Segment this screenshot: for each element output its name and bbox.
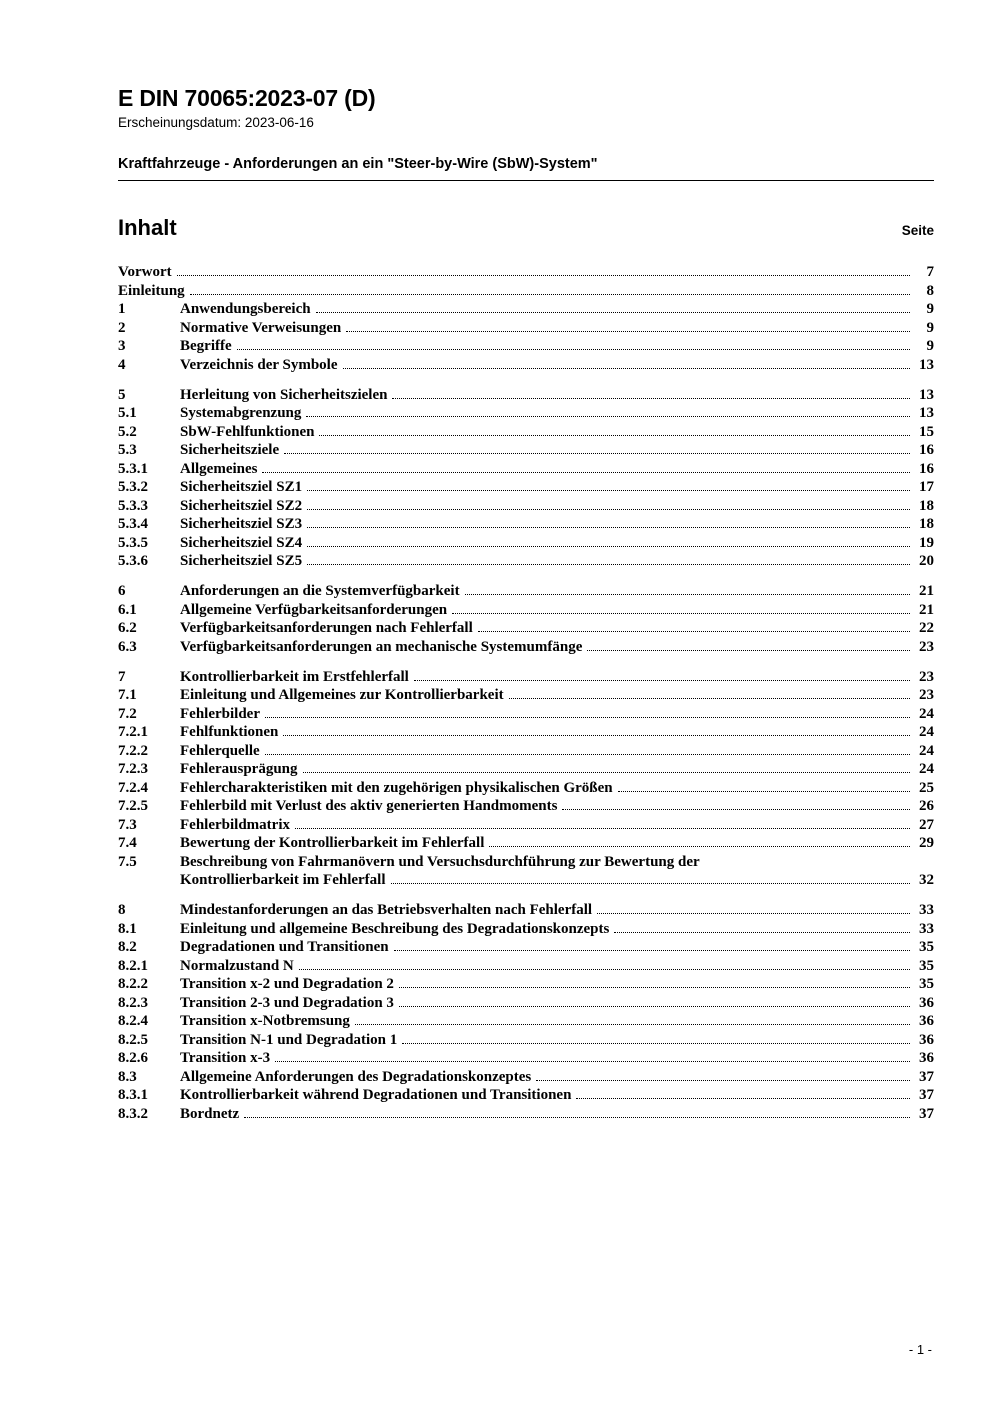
toc-entry-number: 8.3 [118, 1068, 137, 1085]
toc-entry-label: Sicherheitsziel SZ3 [180, 516, 303, 533]
toc-entry-page: 9 [926, 301, 934, 318]
toc-entry[interactable] [118, 1014, 934, 1029]
toc-entry-page: 26 [919, 798, 934, 815]
toc-leader-dots [509, 691, 910, 699]
toc-leader-dots [307, 557, 910, 565]
toc-entry-page: 13 [919, 405, 934, 422]
toc-entry[interactable] [118, 670, 934, 685]
toc-entry-page: 24 [919, 724, 934, 741]
toc-entry-page: 32 [919, 872, 934, 889]
toc-entry-number: 8.2.5 [118, 1031, 148, 1048]
toc-leader-dots [190, 287, 910, 295]
toc-leader-dots [399, 999, 910, 1007]
toc-entry-page: 36 [919, 1013, 934, 1030]
toc-entry-page: 37 [919, 1105, 934, 1122]
toc-entry[interactable] [118, 744, 934, 759]
toc-entry-number: 8 [118, 902, 126, 919]
toc-entry-number: 7.4 [118, 835, 137, 852]
toc-entry[interactable] [118, 959, 934, 974]
toc-leader-dots [452, 606, 910, 614]
toc-entry-number: 7.2.1 [118, 724, 148, 741]
toc-entry[interactable] [118, 1033, 934, 1048]
toc-leader-dots [275, 1054, 910, 1062]
table-of-contents [118, 265, 934, 1122]
toc-leader-dots [265, 710, 910, 718]
toc-entry[interactable] [118, 302, 934, 317]
toc-entry-page: 17 [919, 479, 934, 496]
toc-entry-page: 9 [926, 319, 934, 336]
toc-entry-page: 33 [919, 902, 934, 919]
toc-entry-number: 8.2.4 [118, 1013, 148, 1030]
toc-entry[interactable] [118, 406, 934, 421]
toc-leader-dots [346, 324, 910, 332]
toc-entry[interactable] [118, 781, 934, 796]
toc-entry-page: 21 [919, 601, 934, 618]
toc-entry-label: Kontrollierbarkeit während Degradationen und Transitionen [180, 1087, 572, 1104]
toc-entry-label: Verzeichnis der Symbole [180, 356, 338, 373]
toc-entry-label: Systemabgrenzung [180, 405, 302, 422]
toc-entry[interactable] [118, 818, 934, 833]
toc-entry-label: Sicherheitsziele [180, 442, 280, 459]
toc-entry-number: 7.2.3 [118, 761, 148, 778]
toc-entry-label: Sicherheitsziel SZ2 [180, 497, 303, 514]
toc-entry[interactable] [118, 1070, 934, 1085]
toc-leader-dots [465, 587, 910, 595]
toc-entry-label: Vorwort [118, 264, 172, 281]
toc-entry[interactable] [118, 725, 934, 740]
toc-leader-dots [614, 925, 910, 933]
toc-entry-label: Transition x-3 [180, 1050, 271, 1067]
toc-entry-page: 19 [919, 534, 934, 551]
toc-entry-number: 8.2 [118, 939, 137, 956]
toc-entry[interactable] [118, 836, 934, 851]
toc-leader-dots [303, 765, 910, 773]
toc-entry-label: Bordnetz [180, 1105, 240, 1122]
toc-entry-label: Beschreibung von Fahrmanövern und Versuchsdurchführung zur Bewertung der [180, 853, 700, 870]
toc-entry-number: 8.2.2 [118, 976, 148, 993]
toc-entry-number: 3 [118, 338, 126, 355]
toc-entry-number: 5.3.6 [118, 553, 148, 570]
toc-entry-number: 7.2.2 [118, 742, 148, 759]
toc-leader-dots [306, 409, 910, 417]
toc-leader-dots [343, 361, 911, 369]
toc-entry-page: 8 [926, 282, 934, 299]
toc-entry[interactable] [118, 339, 934, 354]
toc-entry-page: 18 [919, 497, 934, 514]
toc-entry-number: 5.3.3 [118, 497, 148, 514]
toc-entry[interactable] [118, 707, 934, 722]
toc-entry[interactable] [118, 284, 934, 299]
toc-entry-label: Normalzustand N [180, 957, 294, 974]
toc-entry-number: 8.1 [118, 920, 137, 937]
toc-entry[interactable] [118, 388, 934, 403]
toc-entry-label: Mindestanforderungen an das Betriebsverhalten nach Fehlerfall [180, 902, 593, 919]
toc-entry-page: 7 [926, 264, 934, 281]
toc-entry[interactable] [118, 517, 934, 532]
toc-entry-label: Kontrollierbarkeit im Fehlerfall [180, 872, 386, 889]
toc-leader-dots [402, 1036, 910, 1044]
toc-leader-dots [237, 342, 910, 350]
toc-entry[interactable] [118, 584, 934, 599]
toc-entry[interactable] [118, 977, 934, 992]
toc-entry[interactable] [118, 443, 934, 458]
toc-leader-dots [394, 943, 910, 951]
toc-entry-label: Transition x-Notbremsung [180, 1013, 350, 1030]
toc-entry-page: 37 [919, 1068, 934, 1085]
document-title: E DIN 70065:2023-07 (D) [118, 85, 376, 111]
toc-entry-number: 6.1 [118, 601, 137, 618]
toc-entry-label: Fehlerquelle [180, 742, 260, 759]
toc-entry-page: 20 [919, 553, 934, 570]
toc-entry-label: Fehlfunktionen [180, 724, 279, 741]
toc-leader-dots [307, 483, 910, 491]
toc-leader-dots [262, 465, 910, 473]
toc-entry-page: 13 [919, 356, 934, 373]
toc-entry-label: Einleitung und allgemeine Beschreibung des Degradationskonzepts [180, 920, 610, 937]
toc-entry[interactable] [118, 499, 934, 514]
toc-entry-number: 8.2.1 [118, 957, 148, 974]
toc-entry-page: 25 [919, 779, 934, 796]
toc-entry-page: 24 [919, 761, 934, 778]
toc-leader-dots [536, 1073, 910, 1081]
toc-entry[interactable] [118, 855, 934, 870]
toc-leader-dots [307, 502, 910, 510]
toc-entry[interactable] [118, 554, 934, 569]
toc-entry-page: 33 [919, 920, 934, 937]
toc-leader-dots [316, 305, 910, 313]
toc-entry[interactable] [118, 903, 934, 918]
toc-entry-page: 9 [926, 338, 934, 355]
toc-entry[interactable] [118, 265, 934, 280]
toc-entry[interactable] [118, 940, 934, 955]
toc-leader-dots [392, 391, 910, 399]
toc-entry-number: 7.1 [118, 687, 137, 704]
toc-page-column-header: Seite [901, 223, 934, 239]
toc-entry-number: 8.3.1 [118, 1087, 148, 1104]
publication-date: Erscheinungsdatum: 2023-06-16 [118, 115, 314, 131]
toc-entry-label: Allgemeines [180, 460, 258, 477]
toc-entry-page: 23 [919, 668, 934, 685]
toc-entry-label: Transition 2-3 und Degradation 3 [180, 994, 394, 1011]
toc-leader-dots [284, 446, 910, 454]
toc-entry-page: 23 [919, 687, 934, 704]
toc-entry-page: 13 [919, 386, 934, 403]
toc-entry-page: 27 [919, 816, 934, 833]
toc-entry-label: Fehlerbildmatrix [180, 816, 290, 833]
toc-entry-number: 5.3.1 [118, 460, 148, 477]
toc-entry[interactable] [118, 536, 934, 551]
toc-entry-number: 6.3 [118, 638, 137, 655]
toc-entry-label: Einleitung und Allgemeines zur Kontrollierbarkeit [180, 687, 504, 704]
toc-leader-dots [489, 839, 910, 847]
toc-entry-page: 35 [919, 976, 934, 993]
toc-entry-number: 5 [118, 386, 126, 403]
toc-entry-label: SbW-Fehlfunktionen [180, 423, 315, 440]
toc-entry[interactable] [118, 462, 934, 477]
toc-entry-number: 7.2.5 [118, 798, 148, 815]
toc-leader-dots [265, 747, 910, 755]
toc-entry-label: Fehlerausprägung [180, 761, 298, 778]
toc-entry-number: 5.3.2 [118, 479, 148, 496]
toc-leader-dots [391, 876, 910, 884]
toc-entry[interactable] [118, 480, 934, 495]
toc-entry-number: 5.1 [118, 405, 137, 422]
toc-entry-page: 29 [919, 835, 934, 852]
toc-entry-label: Verfügbarkeitsanforderungen nach Fehlerfall [180, 620, 473, 637]
toc-entry-number: 7.3 [118, 816, 137, 833]
toc-entry-number: 7.2 [118, 705, 137, 722]
toc-entry-label: Sicherheitsziel SZ4 [180, 534, 303, 551]
toc-leader-dots [587, 643, 910, 651]
toc-leader-dots [244, 1110, 910, 1118]
toc-entry-page: 16 [919, 460, 934, 477]
toc-entry-label: Einleitung [118, 282, 185, 299]
toc-leader-dots [478, 624, 910, 632]
toc-entry-number: 8.2.3 [118, 994, 148, 1011]
toc-leader-dots [307, 539, 910, 547]
toc-entry-number: 7.2.4 [118, 779, 148, 796]
toc-entry-continuation[interactable] [118, 873, 934, 888]
toc-entry-page: 24 [919, 705, 934, 722]
toc-entry-number: 5.2 [118, 423, 137, 440]
toc-entry-number: 8.3.2 [118, 1105, 148, 1122]
toc-entry-number: 7 [118, 668, 126, 685]
toc-leader-dots [576, 1091, 910, 1099]
toc-header [118, 215, 934, 241]
toc-entry-page: 15 [919, 423, 934, 440]
toc-leader-dots [414, 673, 910, 681]
toc-entry-page: 22 [919, 620, 934, 637]
toc-entry-number: 8.2.6 [118, 1050, 148, 1067]
toc-entry[interactable] [118, 996, 934, 1011]
toc-entry-label: Anwendungsbereich [180, 301, 311, 318]
toc-entry[interactable] [118, 621, 934, 636]
toc-entry-page: 24 [919, 742, 934, 759]
toc-entry-page: 21 [919, 583, 934, 600]
toc-entry[interactable] [118, 358, 934, 373]
toc-leader-dots [283, 728, 910, 736]
toc-entry[interactable] [118, 762, 934, 777]
toc-leader-dots [299, 962, 910, 970]
toc-leader-dots [562, 802, 910, 810]
toc-entry[interactable] [118, 1088, 934, 1103]
toc-entry-number: 1 [118, 301, 126, 318]
toc-entry-page: 23 [919, 638, 934, 655]
toc-entry-label: Sicherheitsziel SZ5 [180, 553, 303, 570]
toc-heading: Inhalt [118, 215, 177, 241]
toc-entry[interactable] [118, 321, 934, 336]
toc-entry-page: 35 [919, 939, 934, 956]
toc-entry[interactable] [118, 1051, 934, 1066]
toc-entry-label: Degradationen und Transitionen [180, 939, 389, 956]
toc-entry-label: Sicherheitsziel SZ1 [180, 479, 303, 496]
toc-entry-label: Fehlerbilder [180, 705, 260, 722]
document-subtitle: Kraftfahrzeuge - Anforderungen an ein "Steer-by-Wire (SbW)-System" [118, 156, 934, 181]
toc-entry[interactable] [118, 603, 934, 618]
page-footer: - 1 - [908, 1342, 932, 1357]
toc-entry-number: 2 [118, 319, 126, 336]
toc-leader-dots [307, 520, 910, 528]
toc-leader-dots [295, 821, 910, 829]
toc-entry[interactable] [118, 640, 934, 655]
toc-leader-dots [355, 1017, 910, 1025]
toc-entry-label: Verfügbarkeitsanforderungen an mechanische Systemumfänge [180, 638, 583, 655]
toc-entry-number: 6.2 [118, 620, 137, 637]
toc-entry-page: 16 [919, 442, 934, 459]
toc-entry[interactable] [118, 425, 934, 440]
toc-entry-number: 6 [118, 583, 126, 600]
toc-entry-label: Begriffe [180, 338, 232, 355]
toc-entry-page: 36 [919, 994, 934, 1011]
toc-entry-page: 36 [919, 1050, 934, 1067]
toc-entry-page: 35 [919, 957, 934, 974]
toc-entry-page: 36 [919, 1031, 934, 1048]
toc-entry-label: Allgemeine Verfügbarkeitsanforderungen [180, 601, 448, 618]
toc-entry-label: Fehlerbild mit Verlust des aktiv generierten Handmoments [180, 798, 558, 815]
toc-entry[interactable] [118, 799, 934, 814]
toc-entry-label: Transition x-2 und Degradation 2 [180, 976, 394, 993]
toc-entry-number: 5.3.5 [118, 534, 148, 551]
toc-leader-dots [319, 428, 910, 436]
toc-entry-label: Bewertung der Kontrollierbarkeit im Fehlerfall [180, 835, 485, 852]
toc-entry-page: 18 [919, 516, 934, 533]
toc-entry-label: Fehlercharakteristiken mit den zugehörigen physikalischen Größen [180, 779, 613, 796]
toc-entry[interactable] [118, 1107, 934, 1122]
toc-entry-label: Normative Verweisungen [180, 319, 342, 336]
toc-leader-dots [399, 980, 910, 988]
toc-entry-number: 4 [118, 356, 126, 373]
toc-entry-label: Herleitung von Sicherheitszielen [180, 386, 388, 403]
toc-entry-label: Kontrollierbarkeit im Erstfehlerfall [180, 668, 409, 685]
toc-entry[interactable] [118, 922, 934, 937]
toc-entry-label: Allgemeine Anforderungen des Degradationskonzeptes [180, 1068, 532, 1085]
toc-entry-label: Transition N-1 und Degradation 1 [180, 1031, 398, 1048]
toc-entry-number: 5.3.4 [118, 516, 148, 533]
toc-entry-page: 37 [919, 1087, 934, 1104]
toc-leader-dots [177, 268, 910, 276]
toc-entry-number: 5.3 [118, 442, 137, 459]
toc-entry[interactable] [118, 688, 934, 703]
toc-entry-label: Anforderungen an die Systemverfügbarkeit [180, 583, 460, 600]
toc-leader-dots [597, 906, 910, 914]
toc-entry-number: 7.5 [118, 853, 137, 870]
toc-leader-dots [618, 784, 910, 792]
